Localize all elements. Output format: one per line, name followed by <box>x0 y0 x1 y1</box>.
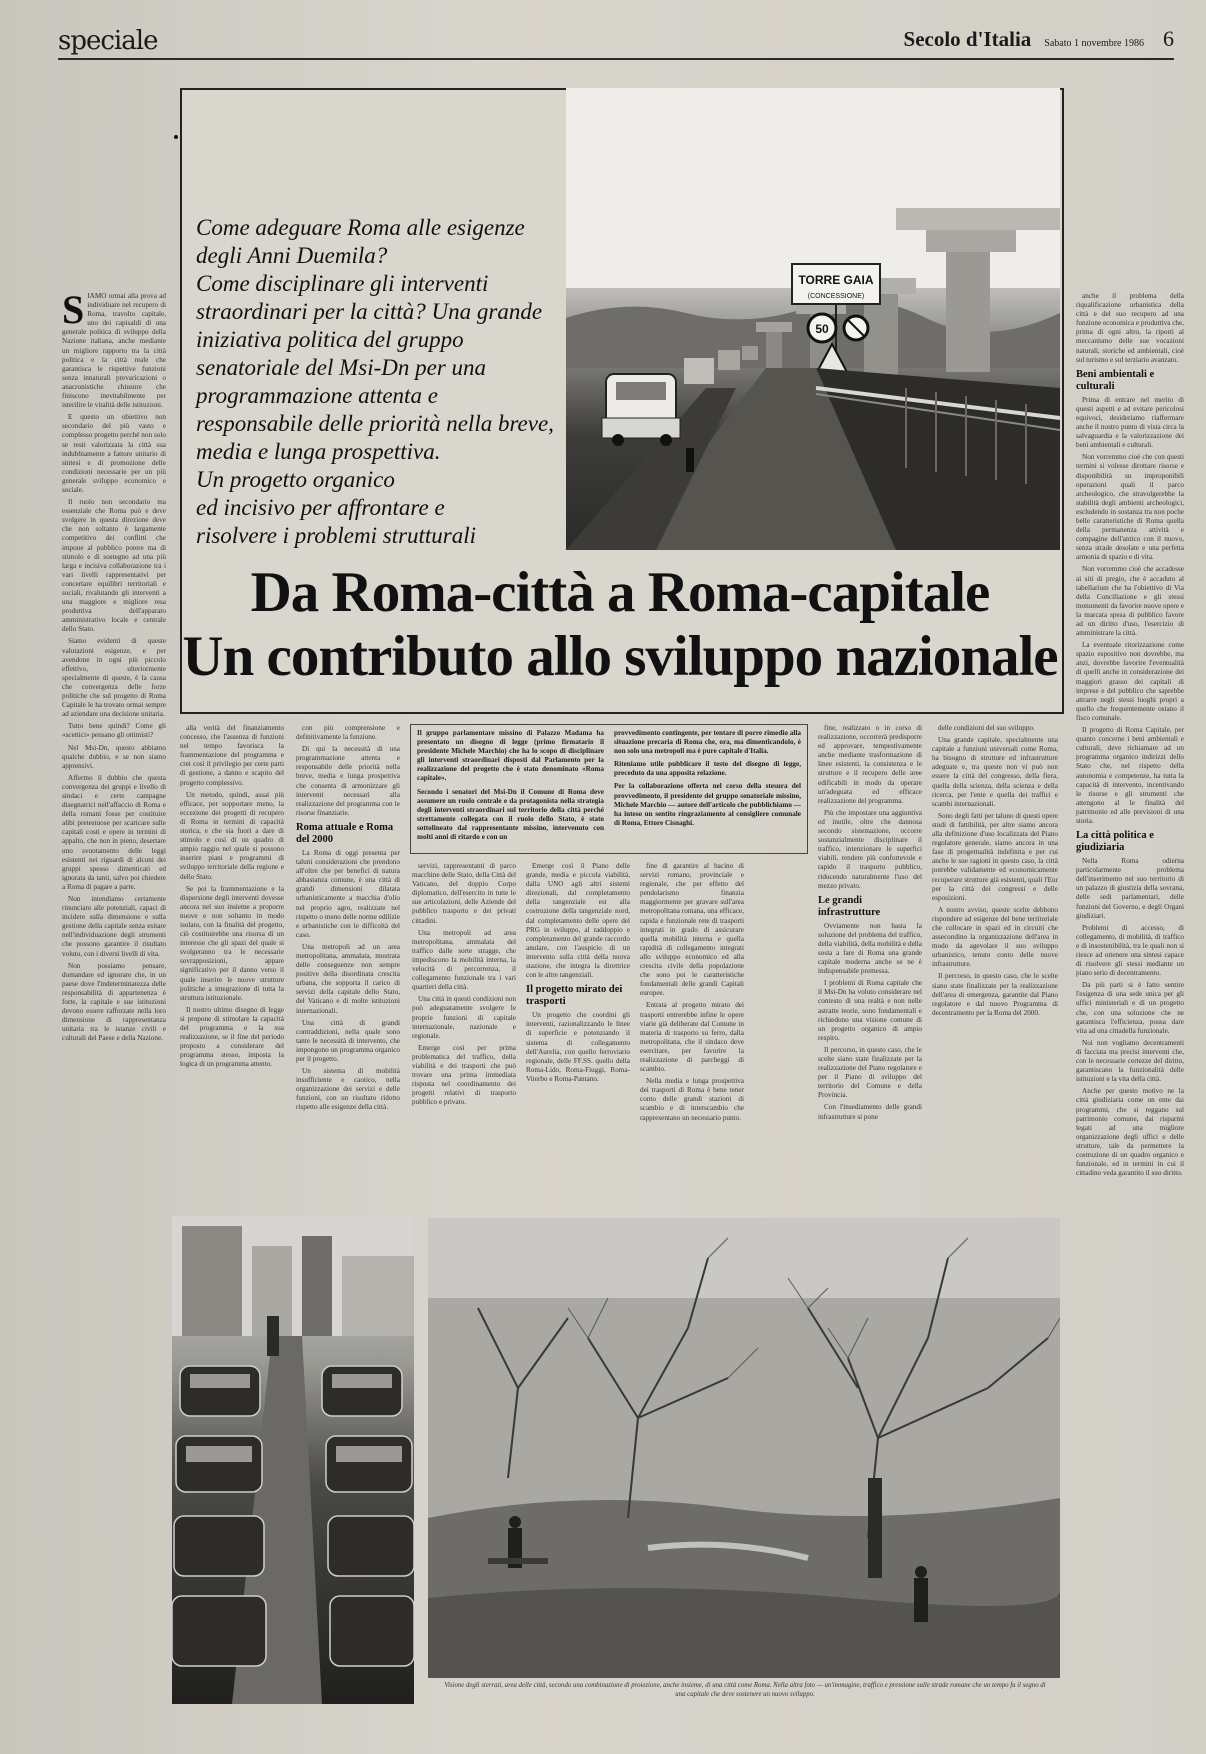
paragraph: Problemi di accesso, di collegamento, di mobilità, di traffico e di insostenibilità, tra le quali non si riesce ad ottenere una sintesi capace di risolvere gli stessi mediante un piano serio di decentramento. <box>1076 923 1184 978</box>
paragraph: Nella media e lunga prospettiva dei trasporti di Roma è bene tener conto delle grandi stazioni di scambio e di interscambio che rappresentano un necessario punto. <box>640 1077 744 1122</box>
paragraph: Affermo il dubbio che questa convergenza dei gruppi e livello di sindaci e certe campagne disegnatrici nell'affaccio di Roma e della romani fosse per costituire alibi pretestuose per scaricare sulle capitali costi e opere in termini di appalto, che non in pieno, desertare uno svuotamento delle leggi esistenti nei riguardi di alcuni dei gruppi spesso dimenticati ed ignorata da tanti, salvo poi chiedere a Roma di pagare a parte. <box>62 773 166 891</box>
column-7 <box>818 724 922 1210</box>
summary-paragraph: Per la collaborazione offerta nel corso della stesura del provvedimento, il presidente del gruppo senatoriale missino, Michele Marchio — autore dell'articolo che pubblichiamo — ha inteso un sentito ringraziamento al consigliere comunale di Roma, Ettore Cisnaghi. <box>614 782 801 827</box>
headline <box>182 562 1058 690</box>
paragraph: Una città in questi condizioni non può adeguatamente svolgere le proprie funzioni di capitale internazionale, nazionale e regionale. <box>412 995 516 1040</box>
paragraph: Tutto bene quindi? Come gli «scettici» pensano gli ottimisti? <box>62 722 166 740</box>
column-3 <box>296 724 400 1210</box>
header-rule <box>58 58 1174 60</box>
paragraph: Non possiamo pensare, domandare ed ignorare che, in un paese dove l'indeterminatezza delle responsabilità di appartenenza è forte, la capitale e sue istituzioni devono essere rafforzate nella loro dimensione di rappresentanza unitaria tra le istanze civili e culturali del Paese e della Nazione. <box>62 961 166 1043</box>
masthead <box>904 26 1174 52</box>
lead-line: ed incisivo per affrontare e <box>196 495 445 520</box>
paragraph: Più che impostare una aggiuntiva ed inutile, oltre che dannosa secondo sistemazione, occorre sostanzialmente disciplinare il traffico, intenzionare le superfici viabili, rendere più confortevole e rapido il trasporto pubblico, riducendo naturalmente l'uso del mezzo privato. <box>818 808 922 890</box>
photo-vacant-lot-drawing <box>428 1218 1060 1678</box>
lead-line: Un progetto organico <box>196 467 395 492</box>
paragraph: Con l'insediamento delle grandi infrastrutture si pone <box>818 1103 922 1121</box>
paragraph: fine di garantire al bacino di servizi romano, provinciale e regionale, che per effetto del pendolarismo finanzia maggiormente per gravare sull'area metropolitana romana, una efficace, rapida e funzionale rete di trasporti integrati in grado di assicurare quella mobilità interna e quella rapidità di collegamento integrati allo sviluppo economico ed alla crescita civile della popolazione che sono poi le caratteristiche fondamentali delle grandi Capitali europee. <box>640 862 744 998</box>
paragraph: Nella Roma odierna particolarmente problema dell'inserimento nel suo territorio di un palazzo di giustizia della sovrana, delle sedi parlamentari, delle funzioni del Governo, e degli Organi giudiziari. <box>1076 857 1184 920</box>
paragraph: Non intendiamo certamente rinunciare alle potenziali, capaci di incidere sulla dimensione e sulla gestione della capitale senza esitare nell'individuazione degli strumenti che possono garantire il risultato voluto, con i diversi livelli di vita. <box>62 895 166 958</box>
paragraph: Una metropoli ad area metropolitana, ammalata del traffico dalle sorte stragge, che impediscono la mobilità interna, la velocità di percorrenza, il collegamento funzionale tra i vari quartieri della città. <box>412 928 516 992</box>
subheading: Le grandi infrastrutture <box>818 894 881 918</box>
column-8 <box>932 724 1058 1210</box>
paragraph: alla verità del finanziamento concesso, che l'assenza di funzioni nel tempo favorisca la frammentazione del programma e crei così il privilegio per certe parti di gestione, a danno e scapito del progetto complessivo. <box>180 724 284 787</box>
paper-name: Secolo d'Italia <box>903 27 1032 51</box>
lead-line: Come adeguare Roma alle esigenze <box>196 215 525 240</box>
paragraph: Un metodo, quindi, assai più efficace, per sopportare meno, la eccezione dei progetti di recupero di Roma in termini di capacità storica, e che sia fuori a dare di stimolo e così di un quadro di ampio raggio nel quale si possono inserire piani e programmi di sviluppo territoriale della regione e dello Stato. <box>180 790 284 881</box>
column-left <box>62 292 166 1704</box>
subheading: Roma attuale e Roma del 2000 <box>296 821 394 845</box>
paragraph: Siamo evidenti di queste valutazioni esigenze, e per avendone in ogni più piccolo effettivo, ulteriormente specialmente di queste, è la causa che convergenza delle forze politiche che sul progetto di Roma Capitale le ha trovato ormai sempre ad aziendare una decisione unitaria. <box>62 637 166 719</box>
column-6 <box>640 862 744 1210</box>
photo-traffic-drawing <box>172 1216 414 1704</box>
paragraph: Una grande capitale, specialmente una capitale a funzioni universali come Roma, ha bisogno di strutture ed infrastrutture adeguate e, tra queste non vi può non essere la città del congresso, della fiera, quella della scienza, della scienza e della ricerca, per l'ente e quella dei traffici e scambi internazionali. <box>932 736 1058 808</box>
paragraph: Nel Msi-Dn, questo abbiamo qualche dubbio, e se non siamo apprensivi. <box>62 743 166 770</box>
speed-sign-text: 50 <box>815 322 829 336</box>
paragraph: Entrata al progetto mirato dei trasporti entrerebbe infine le opere viarie già deliberate dal Comune in materia di trasporto su ferro, dalla metropolitana, che il sindaco deve esercitare, per favorire la realizzazione di parcheggi di scambio. <box>640 1001 744 1074</box>
paragraph: Il percorso, in questo caso, che le scelte siano state finalizzate per la realizzazione del Piano regolatore e per il Piano di sviluppo del territorio del Comune e della Provincia. <box>818 1045 922 1100</box>
photo-caption: Visione degli sterrati, area delle città, secondo una combinazione di proiezione, anche insieme, di una città come Roma. Nella altra foto — un'immagine, traffico e pressione sulle strade romane che un tempo fu il segno di una capitale che deve sostenere un nuovo sviluppo. <box>444 1682 1046 1698</box>
paragraph: Di qui la necessità di una programmazione attenta e responsabile delle priorità nella breve, media e lunga prospettiva che consenta di armonizzare gli interventi necessari alla realizzazione del programma con le risorse finanziarie. <box>296 745 400 817</box>
page-number: 6 <box>1163 26 1174 51</box>
paragraph: anche il problema della riqualificazione urbanistica della città e del suo recupero ad una funzione economica e produttiva che, prima di ogni altro, la riporti al meccanismo delle sue vocazioni naturali, storiche ed ambientali, cioè sul turismo e sul terziario avanzato. <box>1076 292 1184 364</box>
paragraph: Emerge così il Piano delle grande, media e piccola viabilità, dalla UNO agli altri sistemi direzionali, dal completamento della tangenziale est alla costruzione della tangenziale nord, dal completamento delle opere del PRG in sviluppo, al raddoppio e completamento del grande raccordo anulare, con l'auspicio di un intervento sulla città della nuova stazione, che integra la direttrice con le altre tangenziali. <box>526 862 630 980</box>
summary-box <box>410 724 808 854</box>
paragraph: Non vorremmo cioè che con questi termini si volesse dirottare risorse e disponibilità su improponibili operazioni quali il parco archeologico, che stravolgerebbe la stabilità degli ambienti archeologici, escludendo in sostanza tra non poche belle caratteristiche di Roma quella della permanenza attività e compagine dell'antico con il nuovo, senza strade desolate e una perfetta armonia di spazio e di vita. <box>1076 453 1184 562</box>
paragraph: La Roma di oggi presenta per taluni considerazioni che prendono all'oltre che per benefici di natura abbastanza comune, è una città di grandi dimensioni dilatata urbanisticamente a macchia d'olio nel proprio agro, realizzate nel rispetto o meno delle norme edilizie e urbanistiche con le difficoltà del caso. <box>296 848 400 939</box>
paragraph: delle condizioni del suo sviluppo. <box>938 724 1035 732</box>
paragraph: IAMO ormai alla prova ad individuare nel recupero di Roma, travolto capitale, uno dei capisaldi di una generale politica di sviluppo della Nazione italiana, anche mediante un migliore rapporto tra la città politica e la città reale che garantisca le rispettive funzioni senza innaturali prevaricazioni o anacronistiche chiusure che finiscono inevitabilmente per isterilire le vitalità delle istituzioni. <box>62 292 166 410</box>
lead-line: media e lunga prospettiva. <box>196 439 441 464</box>
paragraph: Un sistema di mobilità insufficiente e caotico, nella organizzazione dei servizi e delle funzioni, con un risultato ridotto rispetto alle esigenze della città. <box>296 1067 400 1112</box>
paragraph: Il nostro ultimo disegno di legge si propone di stimolare la capacità del programma e la sua realizzazione, se il fine del periodo proposto a considerare del programma stesso, imposta la logica di un programma attento. <box>180 1005 284 1069</box>
lead-line: Come disciplinare gli interventi <box>196 271 489 296</box>
summary-paragraph: provvedimento contingente, per tentare di porre rimedio alla situazione precaria di Roma che, ora, ma dimenticandolo, è non solo una metropoli ma è pure capitale d'Italia. <box>614 729 801 756</box>
subheading: Il progetto mirato dei trasporti <box>526 984 623 1008</box>
section-label: speciale <box>58 26 158 56</box>
paragraph: E questo un obiettivo non secondario del più vasto e complesso progetto perché non solo se resti valorizzata la città sua indubbiamente a fattore unitario di sintesi e di promozione delle condizioni necessarie per un più generale sviluppo economico e sociale. <box>62 413 166 494</box>
summary-paragraph: Secondo i senatori del Msi-Dn il Comune di Roma deve assumere un ruolo centrale e da protagonista nella strategia degli interventi straordinari sul territorio della città perché strettamente collegata con il ruolo dello Stato, è stato sottolineato dal rappresentante missino, intervenuto con molti anni di ritardo e con un <box>417 787 604 842</box>
photo-traffic <box>172 1216 414 1704</box>
paragraph: Il percorso, in questo caso, che le scelte siano state finalizzate per la realizzazione dell'area di emergenza, garantite dal Piano regolatore e dal nuovo Programma di decentramento per la Roma del 2000. <box>932 972 1058 1017</box>
lead-text <box>196 214 564 550</box>
lead-line: straordinari per la città? Una grande <box>196 299 543 324</box>
paragraph: fine, realizzato o in corso di realizzazione, occorrerà predisporre ed approvare, tempestivamente anche mediante trasformazione di linee esistenti, la consistenza e le strutture e il recupero delle aree edificabili in modo da operare un'adeguata ed efficace realizzazione del programma. <box>818 724 922 805</box>
column-2 <box>180 724 284 1210</box>
paragraph: Una metropoli ad un area metropolitana, ammalata, mostrata delle conseguenze non sempre positive della disordinata crescita urbana, che sopporta il carico di servizi della capitale dello Stato, del Vaticano e di molte istituzioni internazionali. <box>296 942 400 1015</box>
lead-line: iniziativa politica del gruppo <box>196 327 464 352</box>
paragraph: Anche per questo motivo ne la città giudiziaria come un ente dai programmi, che si reggano sul patrimonio comune, dai risparmi legati ad una migliore organizzazione degli uffici e delle strutture, tale da permettere la costruzione di un quadro organico e funzionale, ed in termini in cui il cittadino veda garantito il suo diritto. <box>1076 1087 1184 1178</box>
paragraph: A nostro avviso, queste scelte debbono rispondere ad esigenze del bene territoriale che collocare in spazi ed in circuiti che assecondino la organizzazione dell'area in modo da agevolare il suo sviluppo urbanistico, tenuto conto delle nuove infrastrutture. <box>932 905 1058 969</box>
paragraph: Emerge così per prima problematica del traffico, della viabilità e dei trasporti che può trovare una prima immediata risposta nel coordinamento dei progetti relativi di trasporto pubblico e privato. <box>412 1043 516 1107</box>
summary-paragraph: Il gruppo parlamentare missino di Palazzo Madama ha presentato un disegno di legge (primo firmatario il presidente Michele Marchio) che ha lo scopo di disciplinare gli interventi straordinari disposti dal Parlamento per la realizzazione del progetto che è stato denominato «Roma capitale». <box>417 729 604 783</box>
headline-line-2: Un contributo allo sviluppo nazionale <box>182 625 1058 688</box>
headline-line-1: Da Roma-città a Roma-capitale <box>250 561 990 624</box>
photo-vacant-lot <box>428 1218 1060 1678</box>
paragraph: Se poi la frammentazione e la dispersione degli interventi dovesse ancora nel suo insieme a proporre nuove e non soltanto in modo isolato, con la finalità del progetto, ciò costituirebbe una risorsa di un interesse che gli spazi del quale si svolgeranno tra le necessarie sovrapposizioni, appare significativo per il danno verso il quale inserire le nuove strutture politiche a integrazione di tutta la struttura istituzionale. <box>180 884 284 1002</box>
paragraph: Prima di entrare nel merito di questi aspetti e ad evitare pericolosi equivoci, desideriamo riaffermare anche il nostro punto di vista circa la salvaguardia e la valorizzazione dei beni ambientali e culturali. <box>1076 395 1184 450</box>
photo-highway-drawing <box>566 88 1060 550</box>
paragraph: Il progetto di Roma Capitale, per quanto concerne i beni ambientali e culturali, deve richiamare ad un programma organico indirizzi dello Stato che, nel rispetto della autonomia e competenze, ha tutta la capacità di intervento, incentivando le risorse e gli strumenti che attengono al le finalità del patrimonio ed alle previsioni di una storia. <box>1076 726 1184 825</box>
paragraph: servizi, rappresentanti di parco macchine delle Stato, della Città del Vaticano, del doppio Corpo diplomatico, dell'esercito in tutte le sue articolazioni, delle Aziende del pubblico trasporto e dei privati cittadini. <box>412 862 516 925</box>
column-4 <box>412 862 516 1210</box>
paragraph: I problemi di Roma capitale che il Msi-Dn ha voluto considerare nel contesto di una realtà e non nelle astratte teorie, sono fondamentali e richiedono una visione comune di un progetto organico di ampio respiro. <box>818 979 922 1042</box>
paragraph: La eventuale ritorizzazione come spazio espositivo non dovrebbe, ma anzi, dovrebbe favorire l'eventualità di quelli anche in considerazione dei maggiori grasso dei capitali di imprese e del pubblico che saprebbe attrarre negli stessi luoghi propri a quello che frequentemente ostano il fisco comunale. <box>1076 641 1184 722</box>
lead-line: senatoriale del Msi-Dn per una <box>196 355 487 380</box>
paragraph: Noi non vogliamo decentramenti di facciata ma precisi interventi che, con le necessarie certezze del diritto, garantiscano la funzionalità delle istituzioni e la vita della città. <box>1076 1038 1184 1084</box>
issue-date: Sabato 1 novembre 1986 <box>1044 38 1144 49</box>
sign-text: TORRE GAIA <box>798 273 874 287</box>
summary-paragraph: Riteniamo utile pubblicare il testo del disegno di legge, preceduto da una apposita relazione. <box>614 760 801 778</box>
column-right <box>1076 292 1184 1704</box>
lead-line: programmazione attenta e <box>196 383 438 408</box>
paragraph: Da più parti si è fatto sentire l'esigenza di una sede unica per gli uffici ministeriali e di un progetto che, con una soluzione che ne garantisca l'efficienza, possa dare vita ad una cittadella funzionale. <box>1076 981 1184 1035</box>
subheading: La città politica e giudiziaria <box>1076 830 1154 854</box>
subheading: Beni ambientali e culturali <box>1076 368 1155 392</box>
sign-subtext: (CONCESSIONE) <box>807 293 865 300</box>
lead-line: degli Anni Duemila? <box>196 243 388 268</box>
lead-line: responsabile delle priorità nella breve, <box>196 411 554 436</box>
paragraph: Ovviamente non basta la soluzione del problema del traffico, della viabilità, della mobilità e della sosta a fare di Roma una grande capitale moderna anche se ne è indispensabile premessa. <box>818 921 922 976</box>
paragraph: Una città di grandi contraddizioni, nella quale sono tante le necessità di intervento, che impongono un programma organico per il progetto. <box>296 1018 400 1063</box>
dropcap: S <box>62 292 85 332</box>
photo-highway <box>566 88 1060 550</box>
paragraph: Sono degli fatti per taluno di questi opere studi di fattibilità, per altre siamo ancora alla definizione d'uso localizzata del Piano regolatore generale, siamo ancora in una fase di progettualità indefinita e per cui anche le sue ragioni in questo caso, la città potrebbe validamente ed economicamente recuperare strutture già esistenti, quali l'Eur per la città dei congressi e delle esposizioni. <box>932 811 1058 902</box>
paragraph: con più comprensione e definitivamente la funzione. <box>296 724 400 742</box>
lead-line: risolvere i problemi strutturali <box>196 523 477 548</box>
paragraph: Il ruolo non secondario ma essenziale che Roma può e deve svolgere in questa direzione deve che non soltanto è largamente competitivo dei conflitti che impone al pubblico potere ma di stimolo e di sostegno ad una più larga e incisiva collaborazione tra i vari livelli rappresentativi per concertare equilibri territoriali e sociali, rivalutando gli interventi a una maggiore e migliore resa produttiva dell'apparato amministrativo locale e centrale dello Stato. <box>62 498 166 634</box>
paragraph: Un progetto che coordini gli interventi, razionalizzando le linee di superficie e potenziando il sistema di collegamento dell'Aurelia, con quello ferroviario regionale, delle FF.SS. quello della Roma-Lido, Roma-Fiuggi, Roma-Viterbo e Roma-Pantano. <box>526 1011 630 1083</box>
bullet-mark <box>174 135 178 139</box>
column-5 <box>526 862 630 1210</box>
paragraph: Non vorremmo cioè che accadesse ai siti di pregio, che è accaduto al tabellarium che ha l'obiettivo di Via della Conciliazione e gli stessi monumenti da favorire nuove opere e la marcata spesa di pubblico favore ad un diritto d'uso, l'esercizio di amministrare la città. <box>1076 565 1184 638</box>
